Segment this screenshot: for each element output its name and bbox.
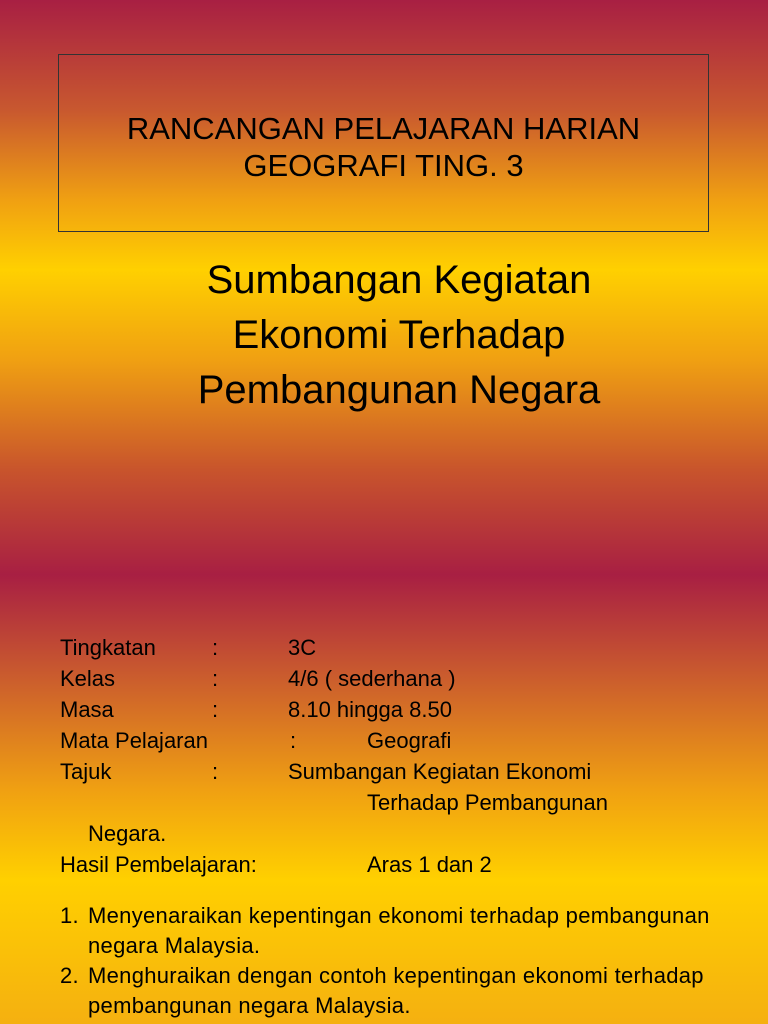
info-value-continued: Negara. bbox=[88, 821, 167, 846]
subtitle-line-2: Ekonomi Terhadap bbox=[232, 313, 566, 357]
list-number: 1. bbox=[60, 903, 79, 928]
info-colon: : bbox=[290, 728, 297, 753]
info-colon: : bbox=[212, 697, 219, 722]
info-value: Geografi bbox=[367, 728, 452, 753]
info-value: 4/6 ( sederhana ) bbox=[288, 666, 456, 691]
info-value: 3C bbox=[288, 635, 317, 660]
info-colon: : bbox=[212, 666, 219, 691]
info-colon: : bbox=[212, 635, 219, 660]
title-line-1: RANCANGAN PELAJARAN HARIAN bbox=[126, 111, 641, 146]
list-text: Menghuraikan dengan contoh kepentingan ekonomi terhadap pembangunan negara Malaysia. bbox=[88, 963, 704, 1018]
info-label: Tingkatan bbox=[60, 635, 156, 660]
info-label: Hasil Pembelajaran: bbox=[60, 852, 257, 877]
info-label: Masa bbox=[60, 697, 114, 722]
info-label: Kelas bbox=[60, 666, 116, 691]
info-label: Tajuk bbox=[60, 759, 112, 784]
subtitle-line-1: Sumbangan Kegiatan bbox=[206, 258, 592, 302]
list-number: 2. bbox=[60, 963, 79, 988]
info-colon: : bbox=[212, 759, 219, 784]
title-box bbox=[58, 54, 709, 232]
title-line-2: GEOGRAFI TING. 3 bbox=[243, 148, 524, 183]
lesson-info-slide bbox=[0, 576, 768, 1024]
subtitle-line-3: Pembangunan Negara bbox=[197, 368, 601, 412]
list-text: Menyenaraikan kepentingan ekonomi terhadap pembangunan negara Malaysia. bbox=[88, 903, 710, 958]
info-value: Aras 1 dan 2 bbox=[367, 852, 492, 877]
info-value-continued: Terhadap Pembangunan bbox=[367, 790, 608, 815]
info-label: Mata Pelajaran bbox=[60, 728, 208, 753]
info-value: 8.10 hingga 8.50 bbox=[288, 697, 452, 722]
info-value: Sumbangan Kegiatan Ekonomi bbox=[288, 759, 592, 784]
subtitle bbox=[0, 253, 768, 418]
